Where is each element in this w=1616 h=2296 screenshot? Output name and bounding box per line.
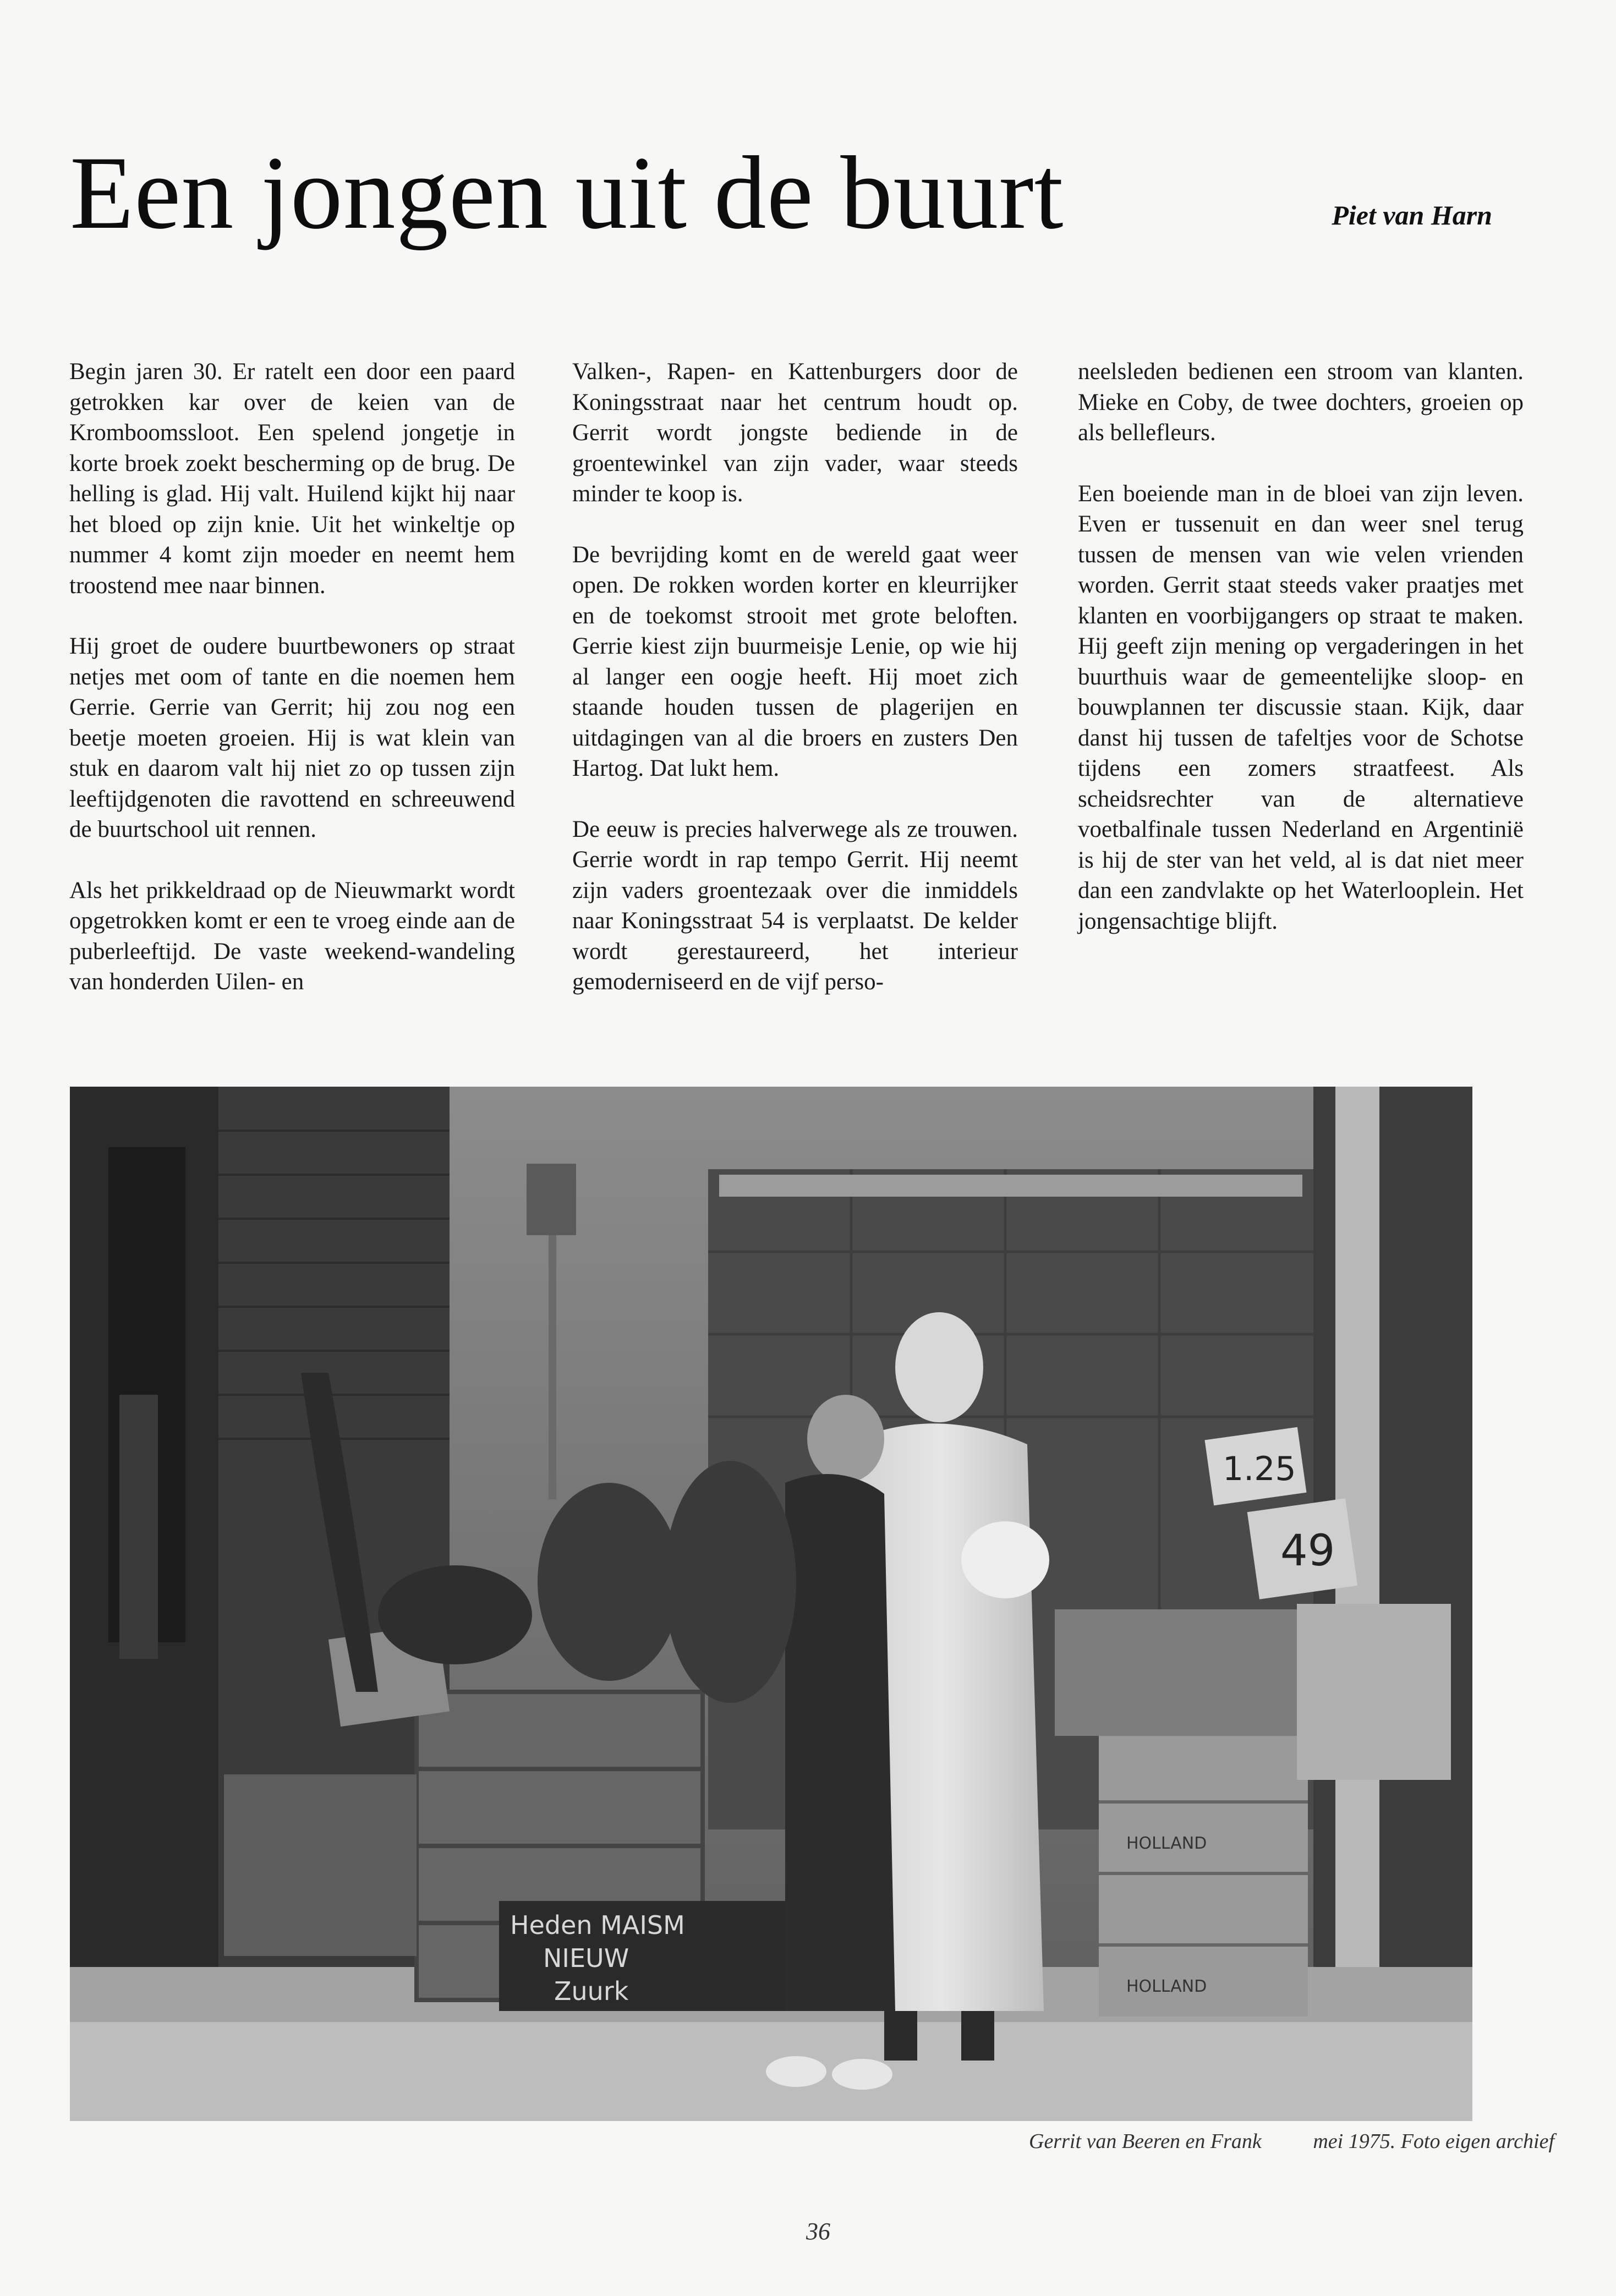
crate-label: HOLLAND [1126,1834,1207,1853]
paragraph: Hij groet de oudere buurtbewoners op straat netjes met oom of tante en die noemen hem Gerrie. Gerrie van Gerrit; hij zou nog een beetje moeten groeien. Hij is wat klein van stuk en daarom valt hij niet zo op tussen zijn leeftijdgenoten die ravottend en schreeuwend de buurtschool uit rennen. [69,633,515,842]
paragraph: Valken-, Rapen- en Kattenburgers door de Koningsstraat naar het centrum houdt op. Gerrit wordt jongste bediende in de groentewinkel van zijn vader, waar steeds minder te koop is. [572,359,1018,507]
paragraph: Een boeiende man in de bloei van zijn leven. Even er tussenuit en dan weer snel terug tussen de mensen van wie velen vrienden worden. Gerrit staat steeds vaker praatjes met klanten en voorbijgangers op straat te maken. Hij geeft zijn mening op vergaderingen in het buurthuis waar de gemeentelijke sloop- en bouwplannen ter discussie staan. Kijk, daar danst hij tussen de tafeltjes voor de Schotse tijdens een zomers straatfeest. Als scheidsrechter van de alternatieve voetbalfinale tussen Nederland en Argentinië is hij de ster van het veld, al is dat niet meer dan een zandvlakte op het Waterlooplein. Het jongensachtige blijft. [1078,480,1524,934]
article-title: Een jongen uit de buurt [70,135,1064,251]
letterbox [527,1164,576,1235]
plant [538,1483,681,1681]
chalk-line-1: Heden MAISM [510,1910,685,1940]
text-column-1 [69,357,515,1028]
price-text: 49 [1280,1526,1335,1576]
photo-caption-left: Gerrit van Beeren en Frank [1029,2130,1262,2153]
price-text: 1.25 [1223,1450,1296,1488]
paragraph: Als het prikkeldraad op de Nieuwmarkt wordt opgetrokken komt er een te vroeg einde aan de puberleeftijd. De vaste weekend-wandeling van honderden Uilen- en [69,877,515,995]
text-column-2 [572,357,1018,1028]
paragraph: De bevrijding komt en de wereld gaat weer open. De rokken worden korter en kleurrijker en de toekomst strooit met grote beloften. Gerrie kiest zijn buurmeisje Lenie, op wie hij al langer een oogje heeft. Hij moet zich staande houden tussen de plagerijen en uitdagingen van al die broers en zusters Den Hartog. Dat lukt hem. [572,541,1018,781]
crate-white [1297,1604,1451,1780]
page-number: 36 [806,2218,830,2245]
vegetable-bunch [664,1461,796,1703]
paragraph: Begin jaren 30. Er ratelt een door een paard getrokken kar over de keien van de Kromboomssloot. Een spelend jongetje in korte broek zoekt bescherming op de brug. De helling is glad. Hij valt. Huilend kijkt hij naar het bloed op zijn knie. Uit het winkeltje op nummer 4 komt zijn moeder en neemt hem troostend mee naar binnen. [69,359,515,599]
cauliflower [961,1521,1049,1598]
woman-coat [785,1474,895,2011]
text-column-3 [1078,357,1524,967]
shop-photo [70,1087,1472,2121]
paragraph: De eeuw is precies halverwege als ze trouwen. Gerrie wordt in rap tempo Gerrit. Hij neemt zijn vaders groentezaak over die inmiddels naar Koningsstraat 54 is verplaatst. De kelder wordt gerestaureerd, het interieur gemoderniseerd en de vijf perso- [572,816,1018,995]
author-byline: Piet van Harn [1332,200,1492,231]
photo-caption-right: mei 1975. Foto eigen archief [1313,2130,1554,2153]
woman-head [807,1395,884,1483]
chalk-line-2: NIEUW [543,1943,629,1973]
chalk-line-3: Zuurk [554,1976,629,2006]
paragraph: neelsleden bedienen een stroom van klanten. Mieke en Coby, de twee dochters, groeien op als bellefleurs. [1078,359,1524,446]
crate-label: HOLLAND [1126,1977,1207,1996]
man-head [895,1312,983,1422]
